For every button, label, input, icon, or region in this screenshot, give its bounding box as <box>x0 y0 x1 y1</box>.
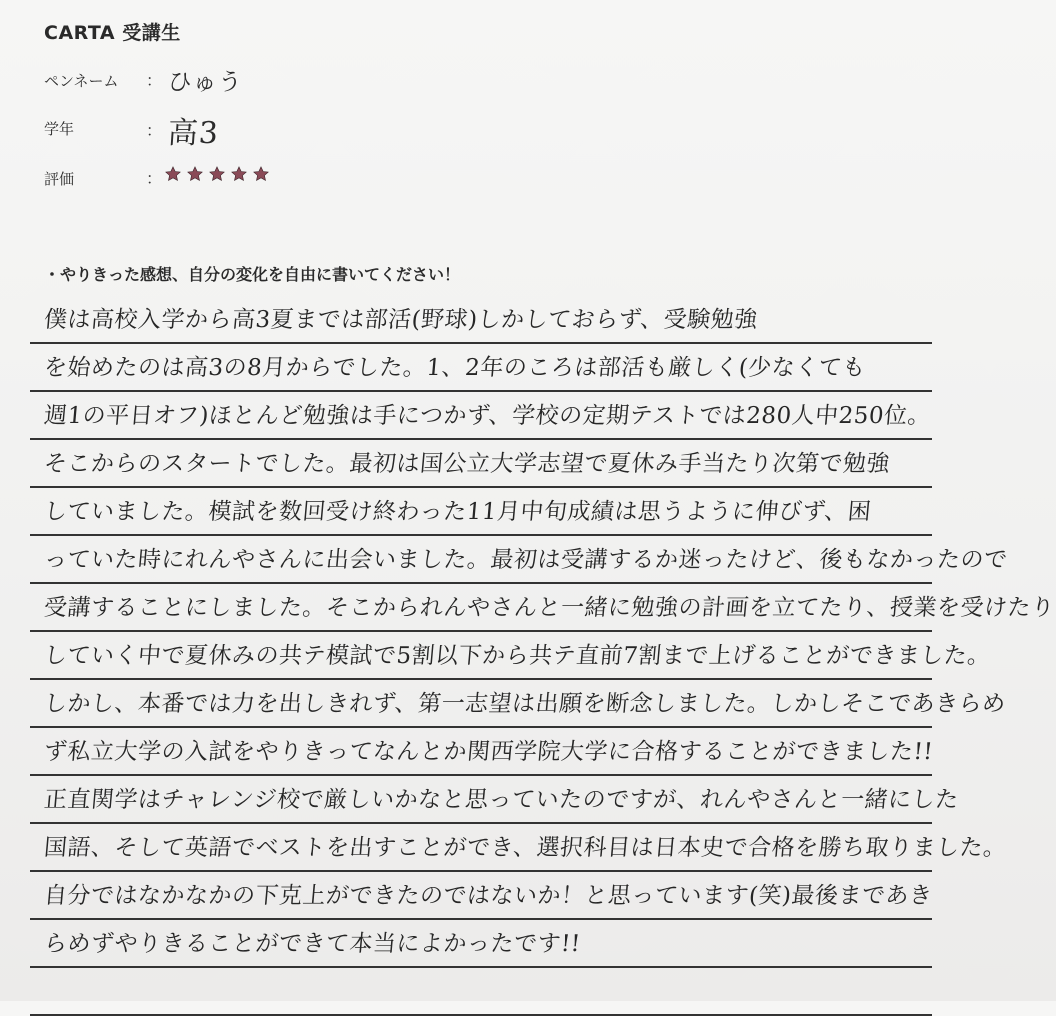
star-icon <box>186 165 204 183</box>
essay-line: 週1の平日オフ)ほとんど勉強は手につかず、学校の定期テストでは280人中250位。 <box>42 403 933 429</box>
essay-line: 僕は高校入学から高3夏までは部活(野球)しかしておらず、受験勉強 <box>42 307 759 333</box>
ruled-line <box>30 582 932 584</box>
ruled-line <box>30 390 932 392</box>
ruled-line <box>30 342 932 344</box>
pen-name-colon: ： <box>146 71 163 90</box>
star-icon <box>252 165 270 183</box>
essay-line: しかし、本番では力を出しきれず、第一志望は出願を断念しました。しかしそこであきらめ <box>42 691 1007 717</box>
essay-line: ず私立大学の入試をやりきってなんとか関西学院大学に合格することができました!! <box>42 739 935 765</box>
essay-line: っていた時にれんやさんに出会いました。最初は受講するか迷ったけど、後もなかったので <box>42 547 1009 573</box>
essay-line: 自分ではなかなかの下克上ができたのではないか！と思っています(笑)最後まであき <box>42 883 934 909</box>
grade-value: 高3 <box>166 116 221 151</box>
ruled-line <box>30 486 932 488</box>
ruled-line <box>30 918 932 920</box>
grade-label: 学年 <box>44 120 75 138</box>
ruled-line <box>30 870 932 872</box>
essay-line: らめずやりきることができて本当によかったです!! <box>42 931 582 957</box>
ruled-line <box>30 534 932 536</box>
essay-line: していました。模試を数回受け終わった11月中旬成績は思うように伸びず、困 <box>42 499 873 525</box>
star-icon <box>208 165 226 183</box>
grade-colon: ： <box>146 121 163 140</box>
essay-prompt: ・やりきった感想、自分の変化を自由に書いてください！ <box>44 265 461 284</box>
document-title: CARTA 受講生 <box>44 22 181 44</box>
ruled-line <box>30 726 932 728</box>
ruled-line <box>30 678 932 680</box>
essay-line: そこからのスタートでした。最初は国公立大学志望で夏休み手当たり次第で勉強 <box>42 451 892 477</box>
ruled-line <box>30 822 932 824</box>
essay-line: 受講することにしました。そこかられんやさんと一緒に勉強の計画を立てたり、授業を受けたり <box>42 595 1056 621</box>
star-icon <box>230 165 248 183</box>
rating-colon: ： <box>146 169 163 188</box>
pen-name-value: ひゅう <box>166 68 244 96</box>
star-icon <box>164 165 182 183</box>
ruled-line <box>30 774 932 776</box>
ruled-line <box>30 438 932 440</box>
essay-line: していく中で夏休みの共テ模試で5割以下から共テ直前7割まで上げることができました。 <box>42 643 992 669</box>
essay-line: 国語、そして英語でベストを出すことができ、選択科目は日本史で合格を勝ち取りました。 <box>42 835 1008 861</box>
rating-label: 評価 <box>44 170 75 188</box>
pen-name-label: ペンネーム <box>44 72 119 90</box>
essay-line: を始めたのは高3の8月からでした。1、2年のころは部活も厳しく(少なくても <box>42 355 867 381</box>
rating-stars <box>164 165 270 183</box>
ruled-line <box>30 966 932 968</box>
ruled-line <box>30 630 932 632</box>
essay-line: 正直関学はチャレンジ校で厳しいかなと思っていたのですが、れんやさんと一緒にした <box>42 787 960 813</box>
